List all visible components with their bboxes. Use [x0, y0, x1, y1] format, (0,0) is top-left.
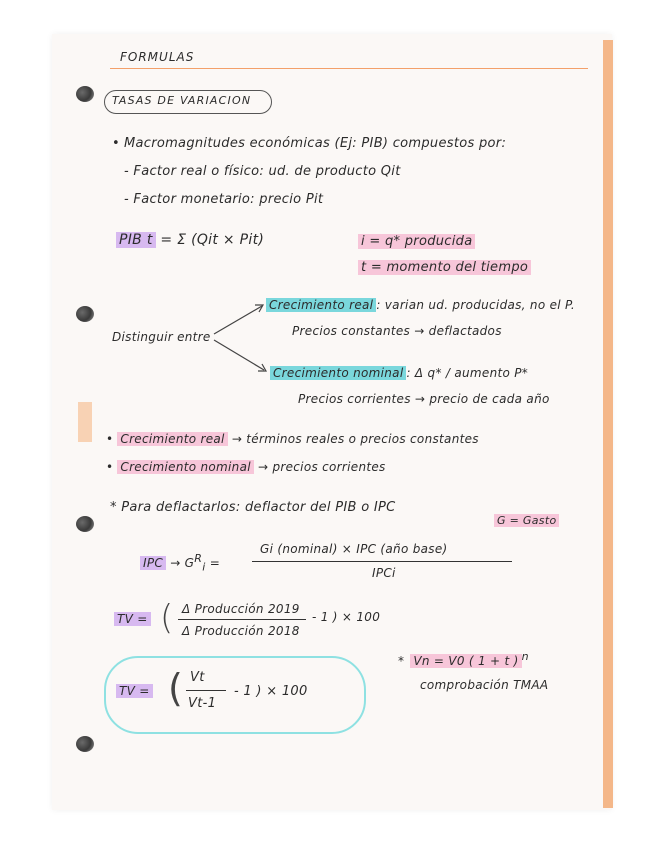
bullet-nominal-text: → precios corrientes — [257, 460, 386, 474]
tv1-fraction-bar — [178, 619, 306, 620]
asterisk-icon: * — [398, 654, 405, 668]
tv2-label — [116, 684, 153, 698]
crec-real-line — [266, 298, 575, 312]
vn-power: n — [521, 650, 529, 663]
g-gasto-note — [494, 514, 559, 527]
bullet-nominal-label: Crecimiento nominal — [117, 460, 253, 474]
tv1-numerator: Δ Producción 2019 — [182, 602, 300, 616]
vn-formula — [398, 650, 529, 668]
pib-label: PIB t — [116, 232, 156, 248]
tv2-fraction-bar — [186, 690, 226, 691]
tv1-tail: - 1 ) × 100 — [312, 610, 381, 624]
tv2-denominator: Vt-1 — [188, 696, 217, 711]
tv1-label-text: TV = — [114, 612, 151, 626]
crec-nominal-line — [270, 366, 528, 380]
bullet-dot: • — [106, 460, 114, 474]
ipc-fraction-bar — [252, 561, 512, 562]
tv2-numerator: Vt — [190, 670, 205, 685]
bullet-macromagnitudes-text: Macromagnitudes económicas (Ej: PIB) compuestos por: — [123, 136, 507, 151]
ipc-superscript: R — [194, 552, 203, 565]
bullet-real-text: → términos reales o precios constantes — [231, 432, 479, 446]
tv1-denominator: Δ Producción 2018 — [182, 624, 300, 638]
bullet-dot: • — [106, 432, 114, 446]
page-title: FORMULAS — [120, 50, 195, 64]
note-t-text: t = momento del tiempo — [358, 260, 531, 275]
tv2-paren: ( — [168, 666, 184, 710]
tv2-tail: - 1 ) × 100 — [234, 684, 308, 699]
vn-formula-text: Vn = V0 ( 1 + t ) — [410, 654, 521, 668]
bullet-dot: • — [112, 136, 120, 151]
factor-monetario: - Factor monetario: precio Pit — [124, 192, 324, 207]
tv1-label — [114, 612, 151, 626]
deflactar-note: * Para deflactarlos: deflactor del PIB o IPC — [110, 500, 396, 515]
crec-nominal-text: : Δ q* / aumento P* — [406, 366, 529, 380]
crec-nominal-label: Crecimiento nominal — [270, 366, 406, 380]
ipc-label: IPC — [140, 556, 166, 570]
ipc-subscript: i — [202, 560, 206, 574]
comprobacion-note: comprobación TMAA — [420, 678, 549, 692]
bullet-crec-nominal — [106, 460, 386, 474]
crec-real-label: Crecimiento real — [266, 298, 376, 312]
ipc-formula-left: IPC → $G^R_i$ = — [140, 552, 220, 573]
pib-sum: = Σ (Qit × Pit) — [160, 232, 265, 248]
distinguir-label: Distinguir entre — [112, 330, 211, 344]
ipc-numerator: Gi (nominal) × IPC (año base) — [260, 542, 448, 556]
crec-real-text: : varian ud. producidas, no el P. — [376, 298, 576, 312]
bullet-crec-real — [106, 432, 479, 446]
factor-real: - Factor real o físico: ud. de producto Qit — [124, 164, 401, 179]
section-heading: TASAS DE VARIACION — [112, 94, 252, 107]
tv2-label-text: TV = — [116, 684, 153, 698]
note-i-text: i = q* producida — [358, 234, 475, 249]
tv1-paren: ( — [160, 598, 174, 638]
precios-constantes: Precios constantes → deflactados — [292, 324, 502, 338]
bullet-real-label: Crecimiento real — [117, 432, 227, 446]
ipc-lhs: → G — [170, 556, 195, 570]
ipc-denominator: IPCi — [372, 566, 396, 580]
precios-corrientes: Precios corrientes → precio de cada año — [298, 392, 550, 406]
g-gasto-text: G = Gasto — [494, 514, 559, 527]
